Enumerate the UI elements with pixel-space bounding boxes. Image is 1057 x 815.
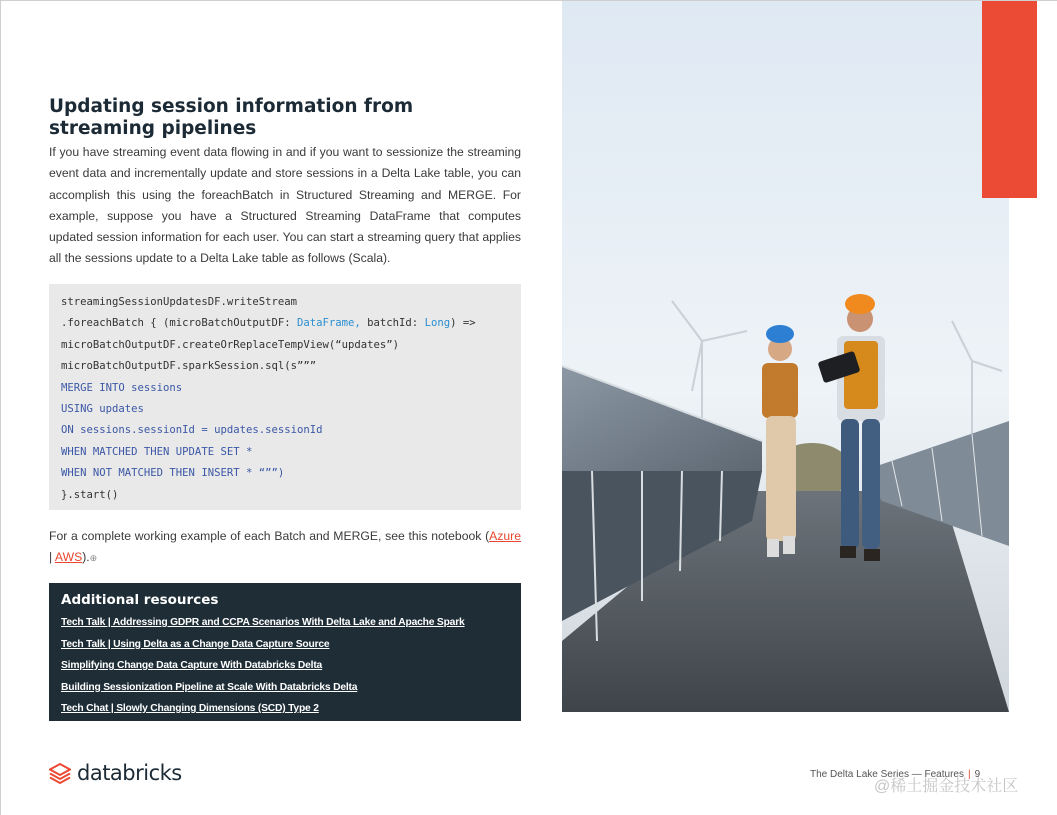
code-line: WHEN NOT MATCHED THEN INSERT * “””) [61, 467, 285, 480]
code-line: .foreachBatch { (microBatchOutputDF: DataFrame, batchId: Long) => [61, 317, 476, 330]
footer-separator-icon: | [967, 769, 971, 780]
notebook-note: For a complete working example of each Batch and MERGE, see this notebook (Azure | AWS).⊕ [49, 529, 521, 564]
databricks-logo [49, 761, 182, 785]
external-link-icon: ⊕ [89, 553, 98, 563]
series-title: The Delta Lake Series — Features [810, 769, 964, 780]
azure-link[interactable]: Azure [489, 529, 521, 543]
resources-title: Additional resources [61, 592, 219, 608]
page-number: 9 [974, 769, 981, 780]
solar-farm-engineers-photo [562, 1, 1009, 712]
code-line: microBatchOutputDF.createOrReplaceTempView(“updates”) [61, 338, 400, 351]
watermark: @稀土掘金技术社区 [874, 778, 1019, 795]
aws-link[interactable]: AWS [54, 550, 83, 564]
section-title: Updating session information from streaming pipelines [49, 96, 414, 139]
code-line: }.start() [61, 488, 119, 501]
intro-paragraph: If you have streaming event data flowing in and if you want to sessionize the streaming event data and incrementally update and store sessions in a Delta Lake table, you can accomplish this using the foreachBatch in Structured Streaming and MERGE. For example, suppose you have a Structured Streaming DataFrame that computes updated session information for each user. You can start a streaming query that applies all the sessions update to a Delta Lake table as follows (Scala). [49, 145, 521, 266]
code-line: streamingSessionUpdatesDF.writeStream [61, 296, 297, 308]
code-block [49, 284, 521, 510]
additional-resources-box [49, 583, 521, 721]
code-line: ON sessions.sessionId = updates.sessionId [61, 424, 323, 437]
code-line: MERGE INTO sessions [61, 381, 183, 394]
resource-link-sessionization[interactable]: Building Sessionization Pipeline at Scale With Databricks Delta [61, 681, 358, 693]
code-line: USING updates [61, 402, 144, 415]
databricks-logo-icon [49, 762, 71, 784]
code-line: microBatchOutputDF.sparkSession.sql(s””” [61, 360, 317, 373]
brand-accent-bar [982, 1, 1037, 198]
resource-link-cdc-source[interactable]: Tech Talk | Using Delta as a Change Data Capture Source [61, 638, 330, 650]
resource-link-simplifying-cdc[interactable]: Simplifying Change Data Capture With Databricks Delta [61, 660, 323, 671]
code-line: WHEN MATCHED THEN UPDATE SET * [61, 445, 253, 458]
resource-link-scd-type2[interactable]: Tech Chat | Slowly Changing Dimensions (SCD) Type 2 [61, 703, 319, 714]
resource-link-gdpr-ccpa[interactable]: Tech Talk | Addressing GDPR and CCPA Scenarios With Delta Lake and Apache Spark [61, 617, 465, 628]
brand-name: databricks [77, 761, 182, 785]
